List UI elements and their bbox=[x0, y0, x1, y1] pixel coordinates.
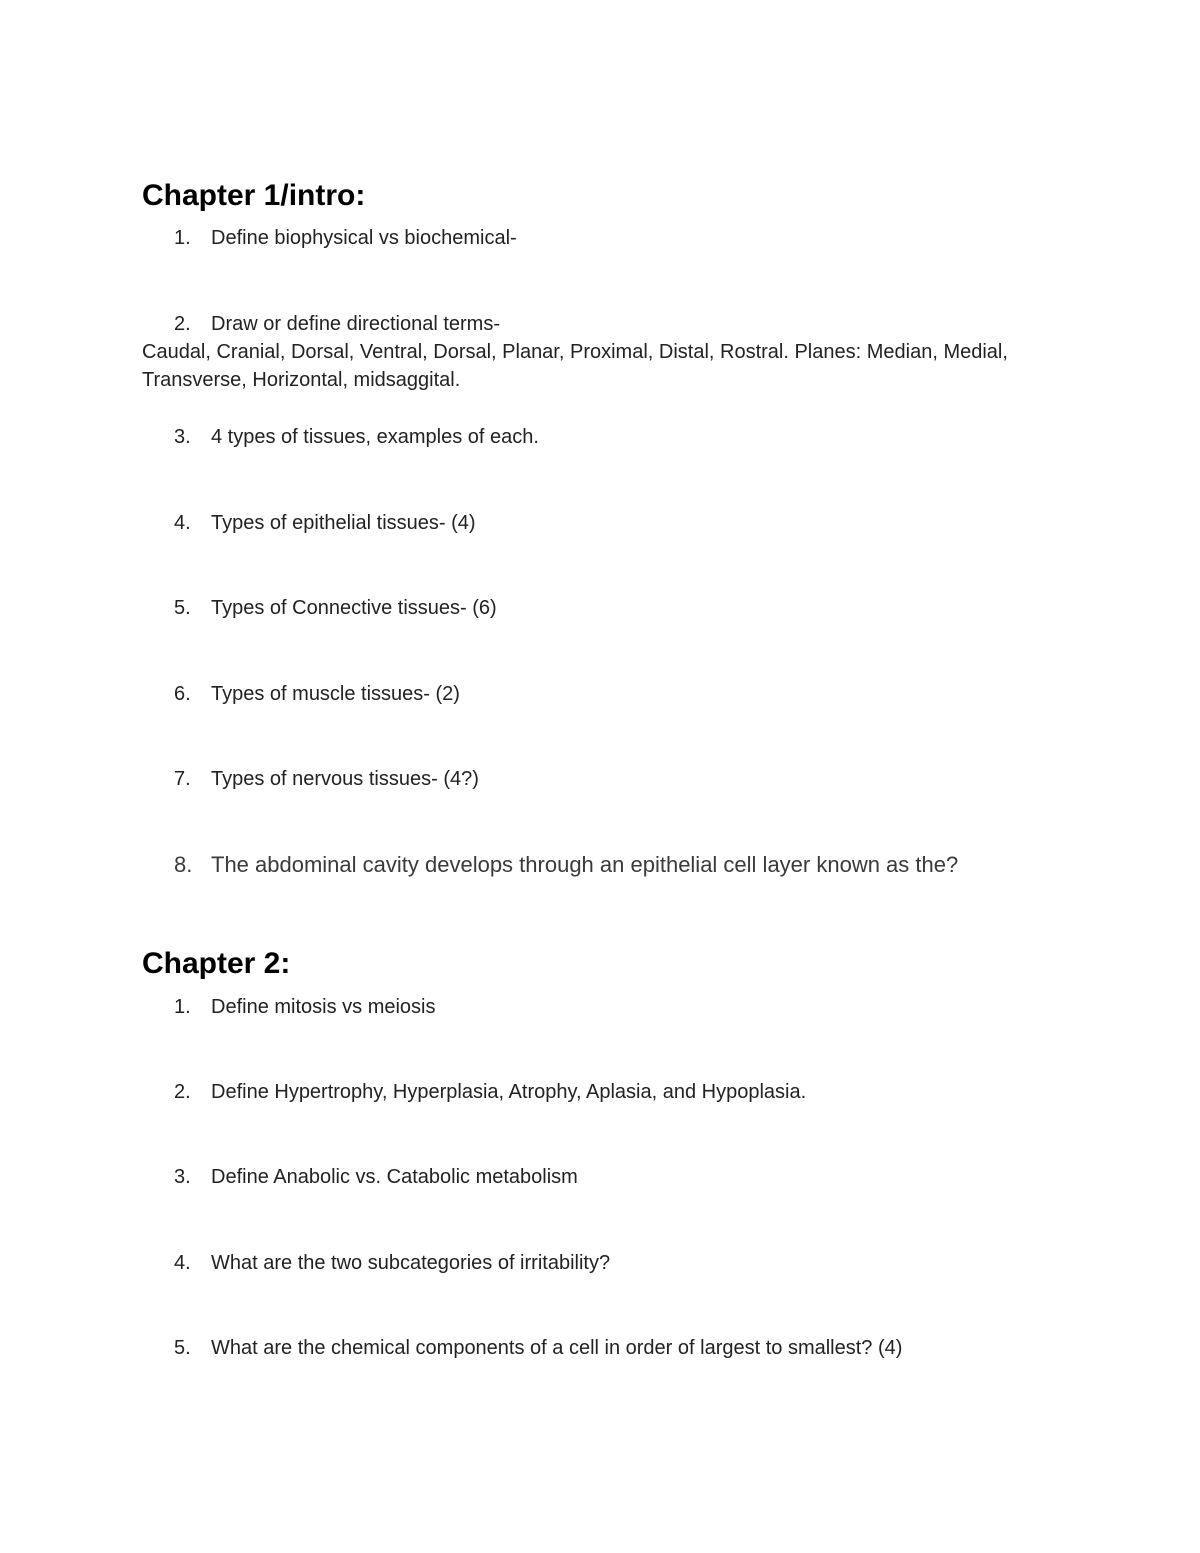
list-item-text: 4 types of tissues, examples of each. bbox=[211, 426, 539, 448]
list-item-text: Define Hypertrophy, Hyperplasia, Atrophy, Aplasia, and Hypoplasia. bbox=[211, 1081, 807, 1103]
list-item-number: 2. bbox=[174, 1081, 191, 1103]
list-item-text: The abdominal cavity develops through an epithelial cell layer known as the? bbox=[211, 852, 959, 877]
list-item-text: Define Anabolic vs. Catabolic metabolism bbox=[211, 1166, 578, 1188]
list-item-text: Draw or define directional terms- bbox=[211, 313, 500, 335]
list-item-text: What are the two subcategories of irritability? bbox=[211, 1252, 611, 1274]
list-item-number: 3. bbox=[174, 426, 191, 448]
list-item-text: Types of epithelial tissues- (4) bbox=[211, 512, 476, 534]
chapter-2-heading: Chapter 2: bbox=[142, 947, 291, 980]
list-item-number: 1. bbox=[174, 996, 191, 1018]
list-item-text: What are the chemical components of a cell in order of largest to smallest? (4) bbox=[211, 1337, 903, 1359]
list-item-number: 4. bbox=[174, 1252, 191, 1274]
directional-terms-paragraph: Caudal, Cranial, Dorsal, Ventral, Dorsal, Planar, Proximal, Distal, Rostral. Planes: Median, Medial, Transverse, Horizontal, midsaggital. bbox=[142, 341, 1008, 391]
list-item-text: Types of Connective tissues- (6) bbox=[211, 597, 497, 619]
list-item-number: 6. bbox=[174, 683, 191, 705]
list-item-number: 5. bbox=[174, 1337, 191, 1359]
list-item-text: Define mitosis vs meiosis bbox=[211, 996, 436, 1018]
list-item-number: 8. bbox=[174, 852, 193, 877]
list-item-number: 5. bbox=[174, 597, 191, 619]
list-item-text: Types of nervous tissues- (4?) bbox=[211, 768, 479, 790]
list-item-number: 4. bbox=[174, 512, 191, 534]
list-item-text: Types of muscle tissues- (2) bbox=[211, 683, 460, 705]
list-item-number: 7. bbox=[174, 768, 191, 790]
chapter-1-heading: Chapter 1/intro: bbox=[142, 179, 366, 212]
list-item-number: 1. bbox=[174, 227, 191, 249]
list-item-text: Define biophysical vs biochemical- bbox=[211, 227, 517, 249]
list-item-number: 3. bbox=[174, 1166, 191, 1188]
list-item-number: 2. bbox=[174, 313, 191, 335]
